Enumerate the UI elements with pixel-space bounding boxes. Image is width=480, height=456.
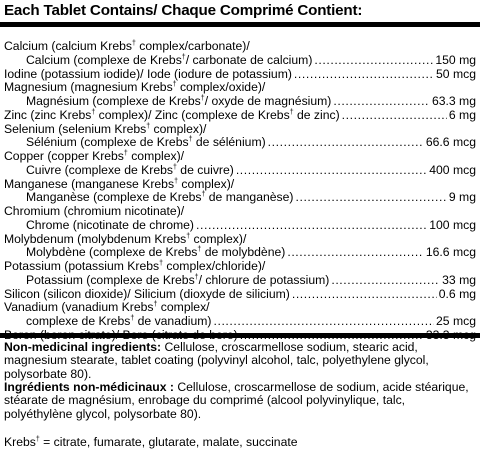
ingredient-name-part: Calcium (calcium Krebs: [4, 39, 132, 53]
ingredient-name: [4, 178, 234, 192]
ingredient-name-part: Vanadium (vanadium Krebs: [4, 300, 154, 315]
ingredient-name-part: / oxyde de magnésium): [204, 94, 332, 108]
ingredient-name-part: Molybdenum (molybdenum Krebs: [4, 231, 187, 246]
dot-leader: [292, 288, 437, 302]
ingredient-row: [0, 219, 480, 233]
ingredient-name-part: / carbonate de calcium): [185, 52, 313, 67]
dot-leader: [331, 274, 440, 288]
ingredient-name-part: de manganèse): [205, 190, 294, 205]
ingredient-row: [0, 178, 480, 192]
ingredient-row: [0, 68, 480, 82]
ingredient-name-part: complex)/: [127, 149, 185, 163]
ingredient-amount: 100 mcg: [429, 217, 476, 232]
ingredient-name-part: Cuivre (complexe de Krebs: [26, 162, 173, 177]
dagger-mark: †: [197, 246, 202, 254]
dagger-mark: †: [188, 136, 193, 144]
dagger-mark: †: [289, 108, 294, 116]
dot-leader: [333, 95, 430, 109]
ingredient-name-part: Chrome (nicotinate de chrome): [26, 217, 194, 232]
ingredient-name-part: de zinc): [293, 107, 340, 122]
ingredient-name: [26, 136, 266, 150]
dot-leader: [213, 315, 434, 329]
ingredient-row: [0, 191, 480, 205]
ingredient-name-part: de vanadium): [134, 314, 212, 328]
non-medicinal-fr-text: Cellulose, croscarmellose de sodium, acide stéarique, stéarate de magnésium, enrobage du comprimé (alcool polyvinylique, talc, polyéthylène glycol, polysorbate 80).: [4, 380, 469, 421]
ingredient-name: [4, 150, 184, 164]
non-medicinal-fr: [4, 381, 476, 421]
ingredient-name-part: complex/chloride)/: [163, 259, 266, 273]
footnote: [4, 436, 476, 449]
ingredient-amount: 9 mg: [448, 190, 476, 205]
ingredient-amount: 33 mg: [442, 272, 476, 287]
ingredient-name: [26, 95, 331, 109]
section-rule: [0, 333, 480, 338]
dagger-mark: †: [132, 39, 136, 47]
ingredient-name: [26, 164, 234, 178]
dot-leader: [314, 54, 433, 68]
dot-leader: [287, 246, 424, 260]
non-medicinal-en-text: Cellulose, croscarmellose sodium, stearic acid, magnesium stearate, tablet coating (polyvinyl alcohol, talc, polyethylene glycol, polysorbate 80).: [4, 340, 429, 381]
header-rule: [0, 22, 480, 27]
ingredient-name-part: / chlorure de potassium): [198, 272, 330, 287]
ingredient-row: [0, 246, 480, 260]
footnote-prefix: Krebs: [4, 435, 36, 449]
ingredient-row: [0, 288, 480, 302]
ingredient-name-part: Manganèse (complexe de Krebs: [26, 190, 202, 205]
ingredient-name-part: Sélénium (complexe de Krebs: [26, 135, 189, 150]
ingredient-name-part: Iodine (potassium iodide)/ Iode (iodure de potassium): [4, 66, 292, 81]
ingredient-amount: 16.6 mcg: [425, 245, 476, 260]
dagger-mark: †: [130, 314, 135, 322]
ingredient-row: [0, 274, 480, 288]
ingredient-name-part: Potassium (complexe de Krebs: [26, 272, 195, 287]
ingredient-name: [4, 288, 290, 302]
ingredient-name-part: de sélénium): [192, 135, 266, 150]
ingredient-name-part: de cuivre): [176, 162, 234, 177]
ingredient-name: [4, 81, 265, 95]
ingredient-name-part: complex)/: [177, 176, 235, 191]
dagger-mark: †: [146, 122, 151, 130]
ingredient-name: [26, 274, 329, 288]
non-medicinal-en: [4, 341, 476, 381]
ingredient-row: [0, 205, 480, 219]
dot-leader: [236, 164, 427, 178]
ingredient-amount: 6 mg: [448, 107, 476, 122]
dot-leader: [268, 136, 424, 150]
ingredient-name: [26, 191, 293, 205]
dagger-mark: †: [174, 177, 178, 185]
dagger-mark: †: [201, 191, 206, 199]
ingredient-name-part: Silicon (silicon dioxide)/ Silicium (dioxyde de silicium): [4, 286, 290, 301]
ingredient-row: [0, 81, 480, 95]
ingredient-row: [0, 315, 480, 329]
dagger-mark: †: [200, 94, 205, 102]
panel-heading: Each Tablet Contains/ Chaque Comprimé Contient:: [4, 2, 363, 19]
ingredient-name-part: complexe de Krebs: [26, 314, 131, 328]
dagger-mark: †: [186, 232, 191, 240]
ingredient-amount: 63.3 mg: [431, 94, 476, 108]
ingredient-row: [0, 40, 480, 54]
ingredient-row: [0, 109, 480, 123]
ingredient-row: [0, 150, 480, 164]
ingredient-list: [0, 40, 480, 343]
ingredient-name-part: de molybdène): [201, 245, 286, 260]
ingredient-name-part: Zinc (zinc Krebs: [4, 107, 92, 122]
ingredient-name-part: Potassium (potassium Krebs: [4, 259, 160, 273]
ingredient-name-part: Chromium (chromium nicotinate)/: [4, 204, 185, 218]
ingredient-row: [0, 95, 480, 109]
ingredient-row: [0, 54, 480, 68]
ingredient-name: [4, 205, 184, 219]
dagger-mark: †: [172, 81, 177, 89]
ingredient-name-part: complex)/ Zinc (complexe de Krebs: [95, 107, 290, 122]
ingredient-name: [4, 260, 265, 274]
non-medicinal-fr-label: Ingrédients non-médicinaux :: [4, 380, 174, 394]
ingredient-amount: 66.6 mcg: [425, 135, 476, 150]
dagger-mark: †: [181, 53, 186, 61]
ingredient-row: [0, 123, 480, 137]
footnote-dagger: †: [35, 435, 40, 443]
ingredient-name-part: Calcium (complexe de Krebs: [26, 52, 182, 67]
dot-leader: [294, 68, 434, 82]
ingredient-name: [4, 123, 206, 137]
ingredient-row: [0, 301, 480, 315]
ingredient-name: [26, 315, 211, 329]
dot-leader: [295, 191, 446, 205]
ingredient-name: [26, 219, 194, 233]
ingredient-name-part: Magnésium (complexe de Krebs: [26, 94, 201, 108]
ingredient-name: [4, 233, 246, 247]
ingredient-row: [0, 136, 480, 150]
ingredient-name-part: complex)/: [190, 231, 247, 246]
ingredient-amount: 400 mcg: [429, 162, 476, 177]
dagger-mark: †: [153, 301, 158, 309]
ingredient-row: [0, 260, 480, 274]
dot-leader: [342, 109, 447, 123]
dagger-mark: †: [173, 163, 177, 171]
ingredient-name-part: Molybdène (complexe de Krebs: [26, 245, 198, 260]
ingredient-name-part: Copper (copper Krebs: [4, 149, 124, 163]
dagger-mark: †: [194, 273, 199, 281]
ingredient-name-part: complex)/: [150, 121, 207, 136]
ingredient-name-part: Selenium (selenium Krebs: [4, 121, 147, 136]
ingredient-name-part: complex/: [157, 300, 210, 315]
non-medicinal-en-label: Non-medicinal ingredients:: [4, 340, 162, 354]
ingredient-amount: 50 mcg: [436, 66, 476, 81]
dagger-mark: †: [123, 149, 128, 157]
ingredient-name-part: Manganese (manganese Krebs: [4, 176, 175, 191]
ingredient-amount: 25 mcg: [436, 314, 476, 328]
ingredient-name: [26, 54, 312, 68]
dagger-mark: †: [159, 259, 164, 267]
ingredient-name-part: complex/carbonate)/: [135, 39, 250, 53]
ingredient-name-part: Magnesium (magnesium Krebs: [4, 80, 173, 95]
dot-leader: [196, 219, 427, 233]
footnote-text: = citrate, fumarate, glutarate, malate, succinate: [39, 435, 298, 449]
ingredient-name: [4, 109, 340, 123]
ingredient-row: [0, 164, 480, 178]
ingredient-name: [4, 40, 250, 54]
ingredient-name: [26, 246, 285, 260]
ingredient-amount: 0.6 mg: [438, 286, 476, 301]
ingredient-name: [4, 68, 292, 82]
ingredient-name-part: complex/oxide)/: [176, 80, 266, 95]
dagger-mark: †: [91, 108, 96, 116]
ingredient-row: [0, 233, 480, 247]
ingredient-name: [4, 301, 210, 315]
ingredient-amount: 150 mg: [435, 52, 476, 67]
